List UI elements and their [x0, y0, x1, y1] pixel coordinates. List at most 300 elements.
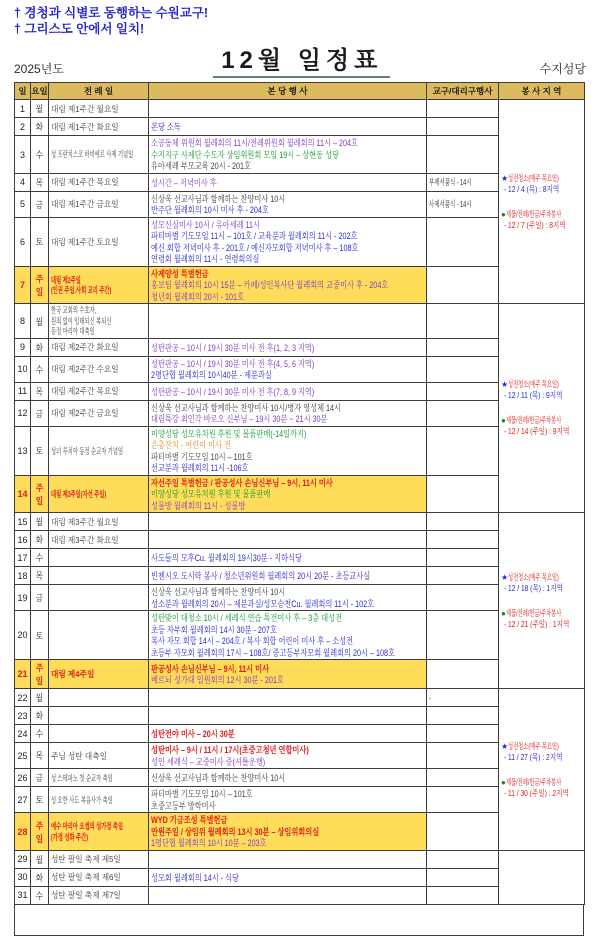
event-text: 성탄판공 – 10시 / 19시 30분 미사 전 후(1, 2, 3 지역)	[151, 342, 315, 353]
day-number: 20	[17, 630, 28, 641]
service-entry-title: 제물/전례/헌금/주차봉사	[505, 208, 562, 219]
day-number: 6	[19, 236, 25, 247]
weekday-cell	[31, 338, 49, 356]
diocese-cell	[427, 475, 499, 513]
event-text: 1평단협 월례회의 10시 10분 – 203호	[151, 838, 267, 849]
weekday-cell	[31, 513, 49, 531]
event-text: 파티마별 기도모임 10시 – 101호	[151, 789, 253, 800]
day-cell	[15, 217, 31, 266]
event-text: 미양성당 성모유치원 후원 및 물품판매(-14일까지)	[151, 428, 307, 439]
day-number: 17	[17, 552, 28, 563]
service-entry-title: 제물/전례/헌금/주차봉사	[505, 776, 562, 787]
service-cell	[499, 100, 585, 304]
feast-text: 성탄 팔일 축제 제6일	[51, 872, 121, 882]
event-text: 사제양성 특별헌금	[151, 268, 209, 279]
day-number: 15	[17, 516, 28, 527]
weekday-cell	[31, 382, 49, 400]
day-cell	[15, 426, 31, 475]
weekday-label: 목	[35, 386, 44, 397]
day-cell	[15, 400, 31, 426]
feast-cell	[49, 743, 149, 769]
feast-cell	[49, 689, 149, 707]
service-entry-title: 성전청소(매주 목요일)	[508, 740, 559, 751]
weekday-label: 토	[35, 795, 44, 806]
weekday-cell	[31, 611, 49, 660]
feast-text: 예수 마리아 요셉의 성가정 축일	[51, 821, 124, 831]
event-text: 초등 자부회 월례회의 14시 30분 - 207호	[151, 624, 277, 635]
event-text: 청년회 월례회의 20시 - 101호	[151, 291, 245, 302]
diocese-cell	[427, 118, 499, 136]
event-text: 본당 소독	[151, 122, 181, 132]
events-cell	[149, 725, 427, 743]
events-cell	[149, 611, 427, 660]
feast-cell	[49, 707, 149, 725]
feast-text: 성 프란치스코 하비에르 사제 기념일	[51, 149, 134, 160]
event-text: 반주단 월례회의 10시 미사 후 - 204호	[151, 205, 269, 216]
day-cell	[15, 338, 31, 356]
weekday-label: 화	[35, 342, 44, 353]
feast-cell	[49, 426, 149, 475]
event-text: 성탄맞이 대청소 10시 / 세례식 연습 특전미사 후 – 3층 대성전	[151, 613, 343, 624]
diocese-cell	[427, 356, 499, 382]
feast-text: 대림 제3주일(자선 주일)	[51, 488, 107, 499]
feast-cell	[49, 769, 149, 787]
diocese-cell	[427, 707, 499, 725]
event-text: 베르뇌 성가대 임원회의 12시 30분 - 201호	[151, 675, 284, 686]
feast-text: 대림 제3주간 화요일	[51, 534, 119, 545]
weekday-cell	[31, 660, 49, 689]
service-entry	[501, 741, 584, 763]
event-text: 성탄판공 – 10시 / 19시 30분 미사 전 후(4, 5, 6 지역)	[151, 358, 315, 369]
day-cell	[15, 100, 31, 118]
feast-text: 대림 제2주일	[51, 274, 81, 285]
day-number: 14	[17, 489, 28, 499]
diocese-cell	[427, 567, 499, 585]
day-cell	[15, 769, 31, 787]
event-text: 유아세례 부모교육 20시 - 201호	[151, 161, 251, 172]
event-text: 초등부 자모회 월례회의 17시 – 108호/ 중고등부자모회 월례회의 20시 – 108호	[151, 647, 395, 658]
feast-cell	[49, 585, 149, 611]
weekday-cell	[31, 813, 49, 851]
weekday-label: 월	[35, 693, 44, 704]
day-number: 16	[17, 534, 28, 545]
feast-text: 한국 교회의 수호자,	[51, 305, 97, 316]
feast-cell	[49, 787, 149, 813]
event-text: 신상욱 선교사님과 함께하는 찬양미사 10시	[151, 587, 286, 598]
event-text: 수지지구 사제단 수도자 상임위원회 모임 19시 – 상현동 성당	[151, 149, 339, 160]
day-cell	[15, 136, 31, 174]
feast-cell	[49, 382, 149, 400]
diocese-cell	[427, 787, 499, 813]
event-text: 성시간 – 저녁미사 후	[151, 177, 217, 188]
service-entry	[501, 173, 584, 195]
diocese-slogans	[14, 6, 586, 37]
feast-text: 동정 마리아 대축일	[51, 326, 95, 337]
feast-cell	[49, 475, 149, 513]
service-cell	[499, 513, 585, 689]
slogan-line-2: † 그리스도 안에서 일치!	[14, 21, 145, 36]
events-cell	[149, 813, 427, 851]
event-text: 홍보팀 월례회의 10시 15분 – 카페/성인복사단 월례회의 교중미사 후 - 204호	[151, 280, 389, 291]
day-number: 11	[17, 386, 28, 397]
weekday-label: 주일	[35, 483, 44, 506]
weekday-cell	[31, 689, 49, 707]
schedule-row	[15, 850, 585, 868]
day-number: 22	[17, 692, 28, 703]
service-entry-title: 성전청소(매주 목요일)	[508, 379, 559, 390]
day-number: 19	[17, 592, 28, 603]
schedule-row	[15, 304, 585, 339]
weekday-cell	[31, 787, 49, 813]
weekday-label: 목	[35, 571, 44, 582]
feast-cell	[49, 173, 149, 191]
column-header-weekday: 요일	[31, 83, 49, 100]
events-cell	[149, 868, 427, 886]
day-number: 5	[19, 199, 25, 210]
event-text: 파티마별 기도모임 11시 – 101호 / 교육분과 월례회의 11시 - 202호	[151, 231, 358, 242]
service-entry	[501, 608, 584, 630]
diocese-cell	[427, 513, 499, 531]
diocese-cell	[427, 304, 499, 339]
events-cell	[149, 886, 427, 904]
event-text: 2평단협 월례회의 10시40분 - 제분과실	[151, 370, 272, 381]
event-text: 대림특강 최인각 바로오 신부님 – 19시 30분 ~ 21시 30분	[151, 414, 328, 425]
day-number: 21	[17, 669, 28, 680]
weekday-label: 토	[35, 630, 44, 641]
diocese-cell	[427, 850, 499, 868]
weekday-cell	[31, 531, 49, 549]
events-cell	[149, 787, 427, 813]
day-number: 31	[17, 890, 28, 901]
day-cell	[15, 707, 31, 725]
weekday-cell	[31, 173, 49, 191]
day-number: 2	[19, 121, 25, 132]
weekday-cell	[31, 356, 49, 382]
events-cell	[149, 660, 427, 689]
diocese-cell	[427, 660, 499, 689]
service-entry-detail: - 12 / 4 (목) : 8지역	[504, 183, 560, 194]
events-cell	[149, 850, 427, 868]
service-cell	[499, 850, 585, 904]
weekday-cell	[31, 217, 49, 266]
event-text: 복사 자모 회합 14시 – 204호 / 복사 회합 어린이 미사 후 – 소성전	[151, 636, 354, 647]
day-number: 9	[19, 342, 25, 353]
page-title: 12월 일정표	[213, 40, 390, 78]
day-number: 30	[17, 872, 28, 883]
day-cell	[15, 868, 31, 886]
weekday-label: 금	[35, 199, 44, 210]
events-cell	[149, 304, 427, 339]
day-cell	[15, 689, 31, 707]
diocese-cell	[427, 769, 499, 787]
feast-cell	[49, 850, 149, 868]
feast-cell	[49, 660, 149, 689]
weekday-cell	[31, 567, 49, 585]
events-cell	[149, 475, 427, 513]
slogan-line-1: † 경청과 식별로 동행하는 수원교구!	[14, 6, 209, 20]
feast-cell	[49, 118, 149, 136]
diocese-cell	[427, 100, 499, 118]
event-text: 소공동체 위원회 월례회의 11시/전례위원회 월례회의 11시 – 204호	[151, 138, 358, 149]
diocese-cell	[427, 689, 499, 707]
weekday-cell	[31, 118, 49, 136]
service-entry	[501, 209, 584, 231]
feast-cell	[49, 136, 149, 174]
day-number: 3	[19, 149, 25, 160]
weekday-cell	[31, 743, 49, 769]
feast-cell	[49, 725, 149, 743]
event-text: 연령회 월례회의 11시 - 연령회의실	[151, 254, 260, 265]
weekday-label: 주일	[35, 274, 44, 297]
day-cell	[15, 549, 31, 567]
day-number: 25	[17, 750, 28, 761]
events-cell	[149, 426, 427, 475]
feast-cell	[49, 266, 149, 304]
column-header-day: 일	[15, 83, 31, 100]
feast-cell	[49, 400, 149, 426]
event-text: 신상욱 선교사님과 함께하는 찬양미사 10시	[151, 193, 286, 204]
day-cell	[15, 611, 31, 660]
event-text: 파티마별 기도모임 10시 – 101호	[151, 451, 253, 462]
service-entry-detail: - 11 / 27 (목) : 2지역	[504, 751, 563, 762]
day-cell	[15, 660, 31, 689]
day-cell	[15, 850, 31, 868]
service-entry	[501, 572, 584, 594]
bullet-icon: ●	[501, 777, 506, 787]
star-icon: ★	[501, 173, 509, 183]
feast-cell	[49, 217, 149, 266]
weekday-cell	[31, 549, 49, 567]
footer-empty-box	[14, 904, 584, 936]
weekday-cell	[31, 426, 49, 475]
day-cell	[15, 304, 31, 339]
day-cell	[15, 513, 31, 531]
service-entry-detail: - 12 / 14 (주일) : 9지역	[504, 426, 570, 437]
diocese-cell	[427, 426, 499, 475]
day-cell	[15, 886, 31, 904]
column-header-parish-events: 본 당 행 사	[149, 83, 427, 100]
weekday-label: 수	[35, 729, 44, 740]
feast-cell	[49, 549, 149, 567]
feast-text: 대림 제1주간 토요일	[51, 236, 119, 247]
events-cell	[149, 217, 427, 266]
feast-text: 성 스테파노 첫 순교자 축일	[51, 772, 113, 783]
events-cell	[149, 769, 427, 787]
events-cell	[149, 585, 427, 611]
diocese-cell	[427, 886, 499, 904]
day-cell	[15, 118, 31, 136]
weekday-label: 수	[35, 150, 44, 160]
weekday-cell	[31, 304, 49, 339]
day-number: 24	[17, 728, 28, 739]
events-cell	[149, 136, 427, 174]
feast-text: 대림 제1주간 화요일	[51, 121, 119, 132]
events-cell	[149, 513, 427, 531]
event-text: 성물방 월례회의 11시 - 성물방	[151, 500, 246, 511]
day-number: 12	[17, 408, 28, 419]
weekday-label: 토	[35, 446, 44, 457]
feast-cell	[49, 886, 149, 904]
weekday-label: 목	[35, 177, 44, 188]
weekday-cell	[31, 191, 49, 217]
diocese-cell	[427, 549, 499, 567]
diocese-cell	[427, 338, 499, 356]
event-text: 초중고등부 방학미사	[151, 800, 216, 811]
events-cell	[149, 356, 427, 382]
day-number: 23	[17, 710, 28, 721]
weekday-label: 수	[35, 553, 44, 564]
weekday-label: 화	[35, 535, 44, 546]
day-cell	[15, 743, 31, 769]
diocese-cell	[427, 531, 499, 549]
weekday-cell	[31, 850, 49, 868]
day-cell	[15, 725, 31, 743]
diocese-cell	[427, 266, 499, 304]
parish-name: 수지성당	[539, 62, 586, 77]
weekday-label: 수	[35, 364, 44, 375]
star-icon: ★	[501, 380, 509, 390]
feast-cell	[49, 338, 149, 356]
day-number: 13	[17, 445, 28, 456]
event-text: WYD 기금조성 특별헌금	[151, 815, 228, 826]
diocese-cell	[427, 400, 499, 426]
event-text: 사도들의 모후Cu. 월례회의 19시30분 - 지하식당	[151, 553, 302, 563]
weekday-label: 월	[35, 854, 44, 865]
events-cell	[149, 118, 427, 136]
day-number: 18	[17, 570, 28, 581]
events-cell	[149, 266, 427, 304]
service-entry-title: 성전청소(매주 목요일)	[508, 571, 559, 582]
service-entry-detail: - 12 / 11 (목) : 9지역	[504, 390, 563, 401]
weekday-cell	[31, 868, 49, 886]
feast-text: 성탄 팔일 축제 제5일	[51, 854, 121, 864]
weekday-cell	[31, 725, 49, 743]
year-label: 2025년도	[14, 62, 64, 77]
events-cell	[149, 191, 427, 217]
service-entry-title: 제물/전례/헌금/주차봉사	[505, 415, 562, 426]
diocese-text: -	[429, 692, 431, 703]
feast-text: 대림 제1주간 월요일	[51, 103, 119, 114]
weekday-cell	[31, 266, 49, 304]
event-text: 은총잔치 - 어린이 미사 전	[151, 440, 231, 451]
feast-text: (인권 주일.사회 교리 주간)	[51, 285, 112, 295]
weekday-cell	[31, 707, 49, 725]
weekday-cell	[31, 475, 49, 513]
weekday-label: 금	[35, 773, 44, 784]
service-entry	[501, 777, 584, 799]
weekday-label: 주일	[35, 820, 44, 844]
events-cell	[149, 173, 427, 191]
feast-cell	[49, 567, 149, 585]
feast-text: 대림 제1주간 금요일	[51, 199, 119, 209]
day-number: 7	[19, 280, 25, 290]
diocese-cell	[427, 611, 499, 660]
column-header-diocese-events: 교구/대리구행사	[427, 83, 499, 100]
feast-cell	[49, 611, 149, 660]
diocese-text: 사제서품식 - 14시	[429, 199, 472, 210]
column-header-feast: 전 례 일	[49, 83, 149, 100]
feast-text: 대림 제4주일	[51, 669, 95, 679]
weekday-cell	[31, 769, 49, 787]
feast-text: 성녀 루치아 동정 순교자 기념일	[51, 445, 124, 456]
service-cell	[499, 304, 585, 513]
day-cell	[15, 475, 31, 513]
events-cell	[149, 707, 427, 725]
feast-text: 대림 제2주간 금요일	[51, 408, 119, 418]
weekday-label: 토	[35, 237, 44, 248]
event-text: 성모회 월례회의 14시 - 식당	[151, 872, 239, 883]
service-entry-detail: - 12 / 18 (목) : 1지역	[504, 582, 564, 593]
feast-cell	[49, 304, 149, 339]
day-cell	[15, 191, 31, 217]
events-cell	[149, 549, 427, 567]
weekday-cell	[31, 585, 49, 611]
event-text: 성소분과 월례회의 20시 – 제분과실/성모승천Cu. 월례회의 11시 - 102호	[151, 598, 375, 609]
weekday-label: 화	[35, 122, 44, 133]
diocese-cell	[427, 868, 499, 886]
service-entry-detail: - 12 / 21 (주일) : 1지역	[504, 618, 570, 629]
day-cell	[15, 173, 31, 191]
event-text: 빈첸시오 도시락 봉사 / 청소년위원회 월례회의 20시 20분 - 초등교사실	[151, 571, 371, 581]
event-text: 선교분과 월례회의 11시 -106호	[151, 463, 249, 474]
weekday-label: 목	[35, 751, 44, 762]
schedule-row	[15, 513, 585, 531]
day-cell	[15, 787, 31, 813]
service-entry-detail: - 12 / 7 (주일) : 8지역	[504, 219, 566, 230]
events-cell	[149, 689, 427, 707]
feast-text: 주님 성탄 대축일	[51, 750, 107, 761]
diocese-cell	[427, 743, 499, 769]
event-text: 예신 회합 저녁미사 후 - 201호 / 예신자모회합 저녁미사 후 – 108호	[151, 242, 359, 253]
feast-text: (가정 성화 주간)	[51, 831, 88, 842]
service-cell	[499, 689, 585, 851]
weekday-label: 수	[35, 890, 44, 901]
service-entry-title: 성전청소(매주 목요일)	[508, 172, 559, 183]
event-text: 성탄판공 – 10시 / 19시 30분 미사 전 후(7, 8, 9 지역)	[151, 386, 315, 397]
diocese-cell	[427, 173, 499, 191]
diocese-cell	[427, 382, 499, 400]
service-entry-title: 제물/전례/헌금/주차봉사	[505, 607, 562, 618]
day-number: 1	[19, 103, 25, 114]
feast-cell	[49, 356, 149, 382]
schedule-row	[15, 100, 585, 118]
title-row	[14, 40, 586, 78]
header-row	[15, 83, 585, 100]
feast-text: 대림 제2주간 화요일	[51, 342, 119, 352]
weekday-label: 주일	[35, 663, 44, 687]
events-cell	[149, 567, 427, 585]
weekday-cell	[31, 886, 49, 904]
star-icon: ★	[501, 741, 509, 751]
day-cell	[15, 531, 31, 549]
event-text: 성모신심미사 10시 / 유아세례 11시	[151, 219, 260, 230]
weekday-cell	[31, 100, 49, 118]
day-number: 10	[17, 364, 28, 375]
service-entry-detail: - 11 / 30 (주일) : 2지역	[504, 787, 569, 798]
events-cell	[149, 400, 427, 426]
feast-text: 원죄 없이 잉태되신 복되신	[51, 315, 112, 326]
diocese-cell	[427, 136, 499, 174]
diocese-cell	[427, 217, 499, 266]
feast-text: 대림 제1주간 목요일	[51, 177, 119, 187]
day-number: 8	[19, 316, 25, 326]
bullet-icon: ●	[501, 608, 506, 618]
event-text: 자선주일 특별헌금 / 판공성사 손님신부님 – 9시, 11시 미사	[151, 477, 333, 488]
weekday-cell	[31, 136, 49, 174]
bullet-icon: ●	[501, 416, 506, 426]
feast-cell	[49, 513, 149, 531]
feast-cell	[49, 868, 149, 886]
